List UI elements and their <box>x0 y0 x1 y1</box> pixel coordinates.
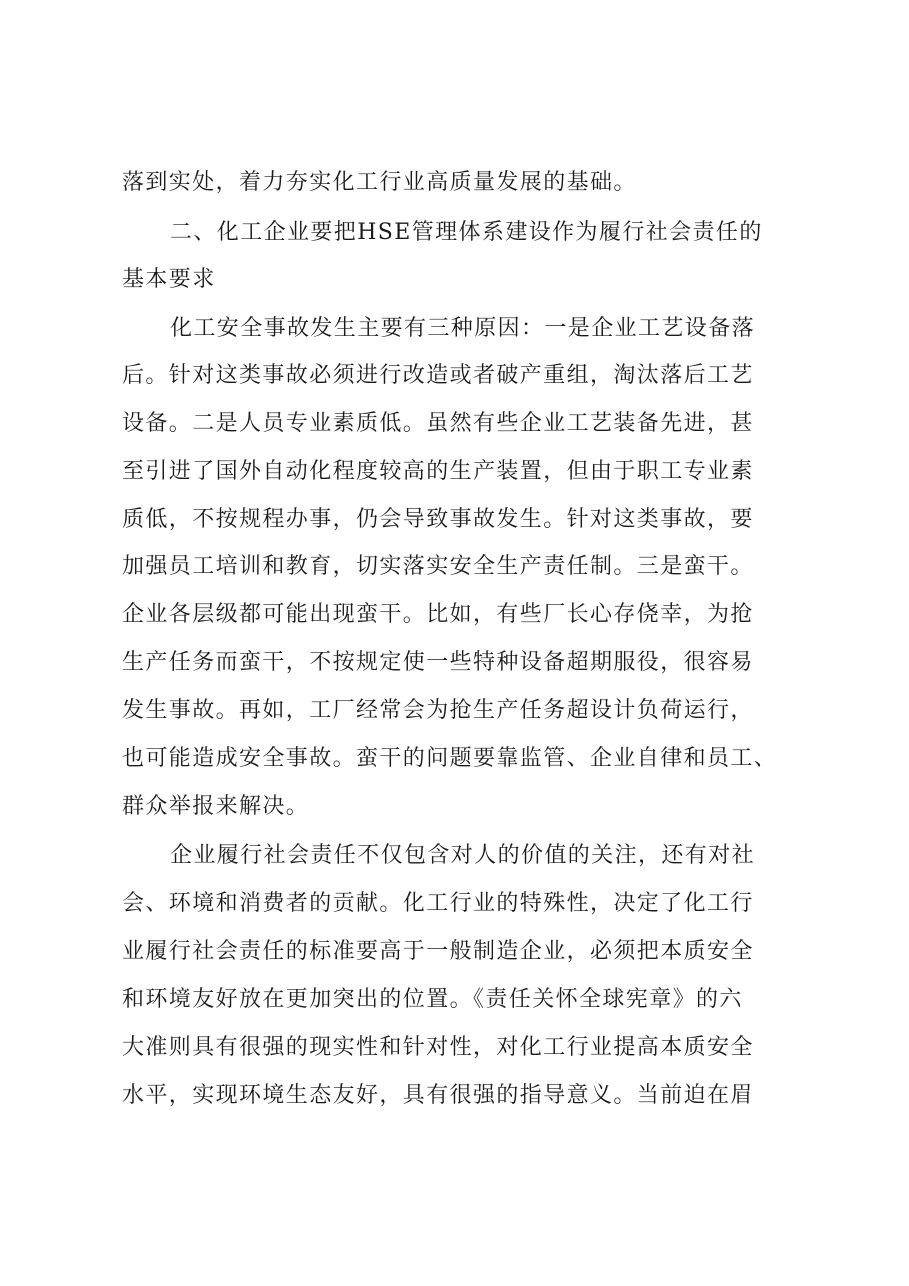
text-line: 化工安全事故发生主要有三种原因：一是企业工艺设备落 <box>170 316 756 341</box>
text-line: 至引进了国外自动化程度较高的生产装置，但由于职工专业素 <box>122 459 754 484</box>
text-line: 质低，不按规程办事，仍会导致事故发生。针对这类事故，要 <box>122 507 754 532</box>
text-line: 企业各层级都可能出现蛮干。比如，有些厂长心存侥幸，为抢 <box>122 602 754 627</box>
text-line: 大准则具有很强的现实性和针对性，对化工行业提高本质安全 <box>122 1035 754 1060</box>
text-line: 和环境友好放在更加突出的位置。《责任关怀全球宪章》的六 <box>122 987 743 1012</box>
text-line: 也可能造成安全事故。蛮干的问题要靠监管、企业自律和员工、 <box>122 746 778 771</box>
text-line: 业履行社会责任的标准要高于一般制造企业，必须把本质安全 <box>122 939 754 964</box>
text-line: 群众举报来解决。 <box>122 794 310 819</box>
text-line: 水平，实现环境生态友好，具有很强的指导意义。当前迫在眉 <box>122 1083 754 1108</box>
text-line: 企业履行社会责任不仅包含对人的价值的关注，还有对社 <box>170 843 756 868</box>
text-line: 发生事故。再如，工厂经常会为抢生产任务超设计负荷运行， <box>122 698 754 723</box>
text-line: 生产任务而蛮干，不按规定使一些特种设备超期服役，很容易 <box>122 650 754 675</box>
text-line: 设备。二是人员专业素质低。虽然有些企业工艺装备先进，甚 <box>122 411 754 436</box>
section-heading: 二、化工企业要把HSE管理体系建设作为履行社会责任的 <box>170 220 763 245</box>
text-line: 落到实处，着力夯实化工行业高质量发展的基础。 <box>122 170 637 195</box>
text-line: 后。针对这类事故必须进行改造或者破产重组，淘汰落后工艺 <box>122 363 754 388</box>
text-line: 会、环境和消费者的贡献。化工行业的特殊性，决定了化工行 <box>122 891 754 916</box>
text-line: 加强员工培训和教育，切实落实安全生产责任制。三是蛮干。 <box>122 554 754 579</box>
section-heading-continued: 基本要求 <box>122 267 216 292</box>
